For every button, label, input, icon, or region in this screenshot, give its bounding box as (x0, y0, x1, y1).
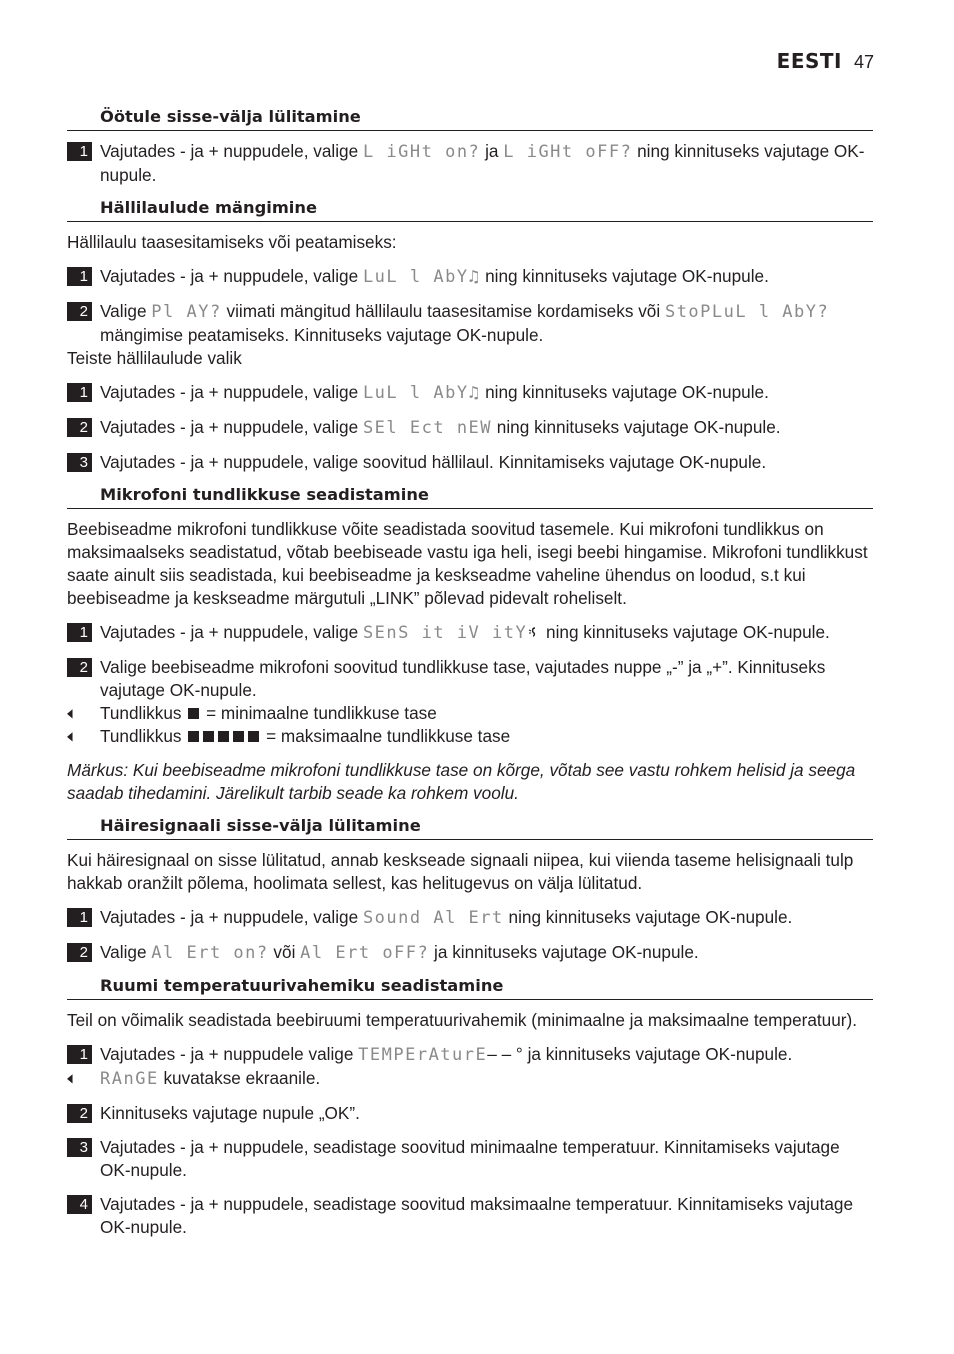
step-text: Vajutades - ja + nuppudele, valige Sound Al Ert ning kinnituseks vajutage OK-nupule. (100, 907, 793, 928)
paragraph: Kui häiresignaal on sisse lülitatud, annab keskseade signaali niipea, kui viienda taseme helisignaali tulp hakkab oranžilt põlema, hoolimata sellest, kas helitugevus on välja lülitatud. (67, 850, 854, 893)
step-text: Vajutades - ja + nuppudele, valige SEnS it iV itY ning kinnituseks vajutage OK-nupule. (100, 622, 830, 643)
level-square-icon (188, 708, 199, 719)
lcd-text: TEMPErAturE (358, 1045, 488, 1065)
step (67, 621, 873, 645)
step-number: 2 (67, 658, 92, 677)
step-number: 2 (67, 1104, 92, 1123)
bullet-arrow-icon: ◀ (67, 1071, 73, 1085)
step-text: Valige beebiseadme mikrofoni soovitud tundlikkuse tase, vajutades nuppe „-” ja „+”. Kinnituseks vajutage OK-nupule. (100, 657, 826, 700)
step-number: 1 (67, 908, 92, 927)
level-square-icon (218, 731, 229, 742)
subheading: Teiste hällilaulude valik (67, 348, 242, 368)
bullet-text: Tundlikkus = maksimaalne tundlikkuse tase (100, 726, 511, 746)
section-heading-alarm: Häiresignaali sisse-välja lülitamine (67, 816, 873, 840)
step-number: 1 (67, 267, 92, 286)
level-square-icon (188, 731, 199, 742)
level-square-icon (248, 731, 259, 742)
ear-waves-icon (527, 625, 541, 639)
step (67, 906, 873, 930)
note: Märkus: Kui beebiseadme mikrofoni tundlikkuse tase on kõrge, võtab see vastu rohkem helisid ja seega saadab tihedamini. Järelikult tarbib seade ka rohkem voolu. (67, 760, 856, 803)
page-header (777, 49, 874, 73)
step (67, 265, 873, 289)
document-body (67, 107, 873, 1250)
step-number: 1 (67, 623, 92, 642)
section-heading-lullabies: Hällilaulude mängimine (67, 198, 873, 222)
bullet-arrow-icon: ◀ (67, 729, 73, 743)
lcd-text: Al Ert on? (151, 943, 269, 963)
lcd-text: LuL l AbY♫ (362, 383, 481, 403)
step-text: Vajutades - ja + nuppudele, valige LuL l AbY♫ ning kinnituseks vajutage OK-nupule. (100, 266, 769, 287)
lcd-text: RAnGE (100, 1069, 159, 1089)
level-square-icon (203, 731, 214, 742)
lcd-text: Pl AY? (151, 302, 222, 322)
bullet-item (67, 702, 873, 725)
step-text: Valige Pl AY? viimati mängitud hällilaulu taasesitamise kordamiseks või StoPLuL l AbY? mängimise peatamiseks. Kinnituseks vajutage OK-nupule. (100, 301, 830, 345)
paragraph: Beebiseadme mikrofoni tundlikkuse võite seadistada soovitud tasemele. Kui mikrofoni tundlikkus on maksimaalseks seadistatud, võtab beebiseade vastu iga heli, isegi beebi hingamise. Mikrofoni tundlikkust saate ainult siis seadistada, kui beebiseadme ja keskseadme vaheline ühendus on loodud, s.t kui beebiseadme ja keskseadme märgutuli „LINK” põlevad pidevalt roheliselt. (67, 519, 868, 608)
bullet-item (67, 1067, 873, 1091)
lcd-text: StoPLuL l AbY? (664, 302, 830, 322)
step-number: 3 (67, 1138, 92, 1157)
lcd-text: L iGHt on? (362, 142, 481, 162)
lcd-text: LuL l AbY♫ (362, 267, 481, 287)
paragraph: Hällilaulu taasesitamiseks või peatamiseks: (67, 232, 397, 252)
section-heading-night-light: Öötule sisse-välja lülitamine (67, 107, 873, 131)
step (67, 1136, 873, 1182)
lcd-text: Sound Al Ert (362, 908, 504, 928)
step (67, 1043, 873, 1067)
step-number: 1 (67, 142, 92, 161)
step-text: Vajutades - ja + nuppudele, seadistage soovitud minimaalne temperatuur. Kinnitamiseks vajutage OK-nupule. (100, 1137, 840, 1180)
step-number: 1 (67, 1045, 92, 1064)
step-text: Vajutades - ja + nuppudele valige TEMPErAturE– – ° ja kinnituseks vajutage OK-nupule. (100, 1044, 793, 1065)
bullet-item (67, 725, 873, 748)
step (67, 140, 873, 187)
step-text: Vajutades - ja + nuppudele, valige LuL l AbY♫ ning kinnituseks vajutage OK-nupule. (100, 382, 769, 403)
lcd-text: SEl Ect nEW (362, 418, 493, 438)
step (67, 656, 873, 702)
step-number: 4 (67, 1195, 92, 1214)
step-number: 2 (67, 943, 92, 962)
step (67, 451, 873, 474)
step-text: Kinnituseks vajutage nupule „OK”. (100, 1103, 360, 1123)
step-text: Vajutades - ja + nuppudele, valige soovitud hällilaul. Kinnitamiseks vajutage OK-nupule. (100, 452, 767, 472)
step (67, 416, 873, 440)
paragraph: Teil on võimalik seadistada beebiruumi temperatuurivahemik (minimaalne ja maksimaalne temperatuur). (67, 1010, 858, 1030)
step-text: Valige Al Ert on? või Al Ert oFF? ja kinnituseks vajutage OK-nupule. (100, 942, 699, 963)
lcd-text: SEnS it iV itY (362, 623, 528, 643)
step-text: Vajutades - ja + nuppudele, valige SEl Ect nEW ning kinnituseks vajutage OK-nupule. (100, 417, 781, 438)
step-text: Vajutades - ja + nuppudele, valige L iGHt on? ja L iGHt oFF? ning kinnituseks vajutage OK-nupule. (100, 141, 865, 185)
step (67, 300, 873, 347)
step-number: 1 (67, 383, 92, 402)
bullet-arrow-icon: ◀ (67, 706, 73, 720)
step (67, 381, 873, 405)
page-number: 47 (853, 52, 874, 72)
step (67, 1102, 873, 1125)
section-heading-temperature: Ruumi temperatuurivahemiku seadistamine (67, 976, 873, 1000)
lcd-text: L iGHt oFF? (503, 142, 633, 162)
step-number: 3 (67, 453, 92, 472)
step (67, 1193, 873, 1239)
level-square-icon (233, 731, 244, 742)
language-label: EESTI (776, 49, 842, 73)
section-heading-microphone: Mikrofoni tundlikkuse seadistamine (67, 485, 873, 509)
step-number: 2 (67, 302, 92, 321)
step-text: Vajutades - ja + nuppudele, seadistage soovitud maksimaalne temperatuur. Kinnitamiseks vajutage OK-nupule. (100, 1194, 854, 1237)
bullet-text: Tundlikkus = minimaalne tundlikkuse tase (100, 703, 437, 723)
bullet-text: RAnGE kuvatakse ekraanile. (100, 1068, 321, 1089)
step-number: 2 (67, 418, 92, 437)
step (67, 941, 873, 965)
lcd-text: Al Ert oFF? (300, 943, 430, 963)
